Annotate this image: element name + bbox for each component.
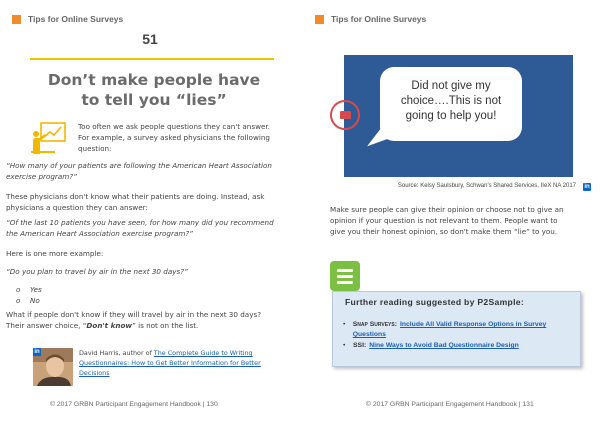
list-item: [343, 341, 575, 351]
paragraph-2: These physicians don't know what their patients are doing. Instead, ask physicians a question they can answer:: [6, 192, 265, 213]
checklist-icon: [330, 261, 360, 291]
page-header: [12, 14, 123, 24]
option-no: [16, 295, 136, 306]
presentation-icon: [31, 121, 67, 155]
author-credit: [79, 349, 279, 378]
question-3: “Do you plan to travel by air in the next 30 days?”: [6, 267, 188, 276]
further-reading-box: [332, 291, 581, 367]
speech-bubble-text: Did not give my choice….This is not going to help you!: [400, 80, 502, 122]
header-square-icon: [315, 15, 324, 24]
divider: [30, 58, 274, 60]
reading-link[interactable]: Nine Ways to Avoid Bad Questionnaire Design: [369, 342, 519, 349]
option-label: Yes: [30, 285, 42, 294]
bullet-icon: •: [343, 321, 346, 328]
header-label: Tips for Online Surveys: [28, 14, 124, 24]
header-label: Tips for Online Surveys: [331, 14, 427, 24]
further-reading-title: Further reading suggested by P2Sample:: [345, 297, 525, 307]
speech-bubble-image: [344, 55, 573, 177]
title-line-2: to tell you “lies”: [81, 91, 227, 109]
tip-number: 51: [142, 31, 158, 47]
bubble-tail: [362, 126, 387, 147]
reading-source: Snap Surveys:: [352, 321, 397, 328]
para4-post: ” is not on the list.: [132, 321, 199, 331]
answer-options: [16, 284, 136, 306]
option-bullet: o: [16, 296, 21, 306]
page-footer: © 2017 GRBN Participant Engagement Handbook | 130: [50, 401, 218, 408]
further-reading-list: [343, 320, 575, 352]
para4-pre: What if people don't know if they will travel by air in the next 30 days? Their answer choice, “: [6, 310, 262, 331]
paragraph-3: Here is one more example:: [6, 249, 104, 258]
question-2: “Of the last 10 patients you have seen, for how many did you recommend the American Heart Association exercise program?”: [6, 218, 274, 239]
linkedin-icon[interactable]: in: [34, 349, 40, 355]
question-1: “How many of your patients are following the American Heart Association exercise program?”: [6, 161, 272, 182]
list-item: [343, 320, 575, 340]
intro-paragraph: Too often we ask people questions they can't answer. For example, a survey asked physicians the following question:: [78, 122, 270, 154]
option-bullet: o: [16, 285, 21, 294]
page-header: [315, 14, 426, 24]
linkedin-icon[interactable]: in: [584, 184, 590, 190]
paragraph-4: [6, 309, 280, 331]
image-source: Source: Kelsy Saulsbury, Schwan's Shared Services, IIeX NA 2017: [397, 183, 576, 189]
author-name: David Harris, author of: [79, 349, 154, 357]
option-label: No: [30, 296, 40, 306]
title-line-1: Don’t make people have: [47, 71, 261, 89]
page-title: [20, 70, 288, 110]
reading-link[interactable]: Include All Valid Response Options in Survey Questions: [352, 321, 547, 338]
reading-source: SSI:: [353, 342, 367, 349]
body-paragraph: Make sure people can give their opinion or choose not to give an opinion if your question is not relevant to them. People want to give you their honest opinion, so don't make them “lie” to you.: [330, 205, 564, 237]
record-square-icon: [340, 111, 351, 119]
para4-bold: Don't know: [86, 321, 133, 331]
right-page: [300, 0, 600, 424]
book-link[interactable]: The Complete Guide to Writing Questionnaires: How to Get Better Information for Better Decisions: [79, 349, 261, 377]
page-footer: © 2017 GRBN Participant Engagement Handbook | 131: [366, 401, 534, 408]
header-square-icon: [12, 15, 21, 24]
option-yes: [16, 284, 136, 295]
bullet-icon: •: [343, 342, 346, 349]
speech-bubble-icon: [380, 67, 522, 141]
